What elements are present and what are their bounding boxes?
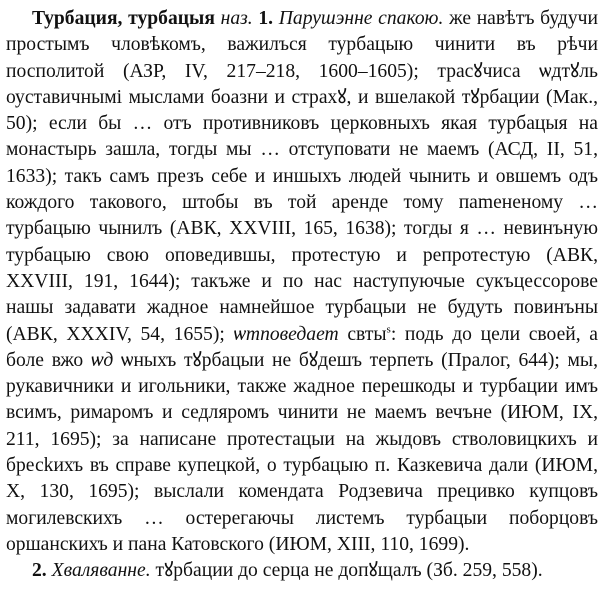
sense-1-quotations: же навѣтъ будучи простымъ чловѣкомъ, важилъся турбацыю чинити въ рѣчи посполитой (АЗР, IV, 217–218, 1600–1605); трасꙋчиса ѡдтꙋль оуставичнымі мыслами боазни и страхꙋ, и вшелакой тꙋрбации (Мак., 50); если бы … отъ противниковъ церковныхъ якая турбацыя на монастырь зашла, тогды мы … отступовати не маемъ (АСД, II, 51, 1633); такъ самъ презъ себе и иншыхъ людей чынить и овшемъ одъ кождого такового, штобы въ той аренде тому пamененому … турбацыю чынилъ (АВК, XXVIII, 165, 1638); тогды я … невинъную турбацыю свою оповедившы, протестую и репротестую (АВК, XXVIII, 191, 1644); такъже и по нас наступуючые сукъцессорове нашы задавати жадное намнейшое турбацыи не будуть повинъны (АВК, XXXIV, 54, 1655); <box>6 8 599 345</box>
sense-2-definition: Хваляванне. <box>51 560 151 582</box>
italic-word: ѡд <box>90 349 114 371</box>
quotation-text: ѡныхъ тꙋрбацыи не бꙋдешъ терпеть (Пралог, 644); мы, рукавичники и игольники, также жадное перешкоды и турбации имъ всимъ, римаромъ и седляромъ чинити не маемъ вечъне (ИЮМ, IX, 211, 1695); за написане протестацыи на жыдовъ стволовицкихъ и бресkихъ въ справе купецкой, о турбацыю п. Казкевича дали (ИЮМ, X, 130, 1695); выслали комендата Родзевича прецивко купцовъ могилевскихъ … остерегаючы листемъ турбацыи поборцовъ оршанскихъ и пана Катовского (ИЮМ, XIII, 110, 1699). <box>6 349 598 555</box>
sense-1-number: 1. <box>258 8 274 29</box>
part-of-speech: наз. <box>220 8 253 29</box>
superscript-letter: s <box>386 323 391 336</box>
sense-2-quotation: тꙋрбации до серца не допꙋщалъ (Зб. 259, 558). <box>150 560 543 582</box>
italic-word: ѡтповедает <box>233 323 339 345</box>
sense-2-number: 2. <box>32 560 47 582</box>
quotation-text: свты <box>338 323 387 345</box>
sense-1-paragraph <box>6 6 598 558</box>
headword: Турбация, турбацыя <box>32 8 215 29</box>
sense-1-definition: Парушэнне спакою. <box>278 8 444 29</box>
quotation-text: : подь до цели своей, а боле вжо <box>6 323 598 371</box>
sense-2-paragraph <box>6 558 598 584</box>
